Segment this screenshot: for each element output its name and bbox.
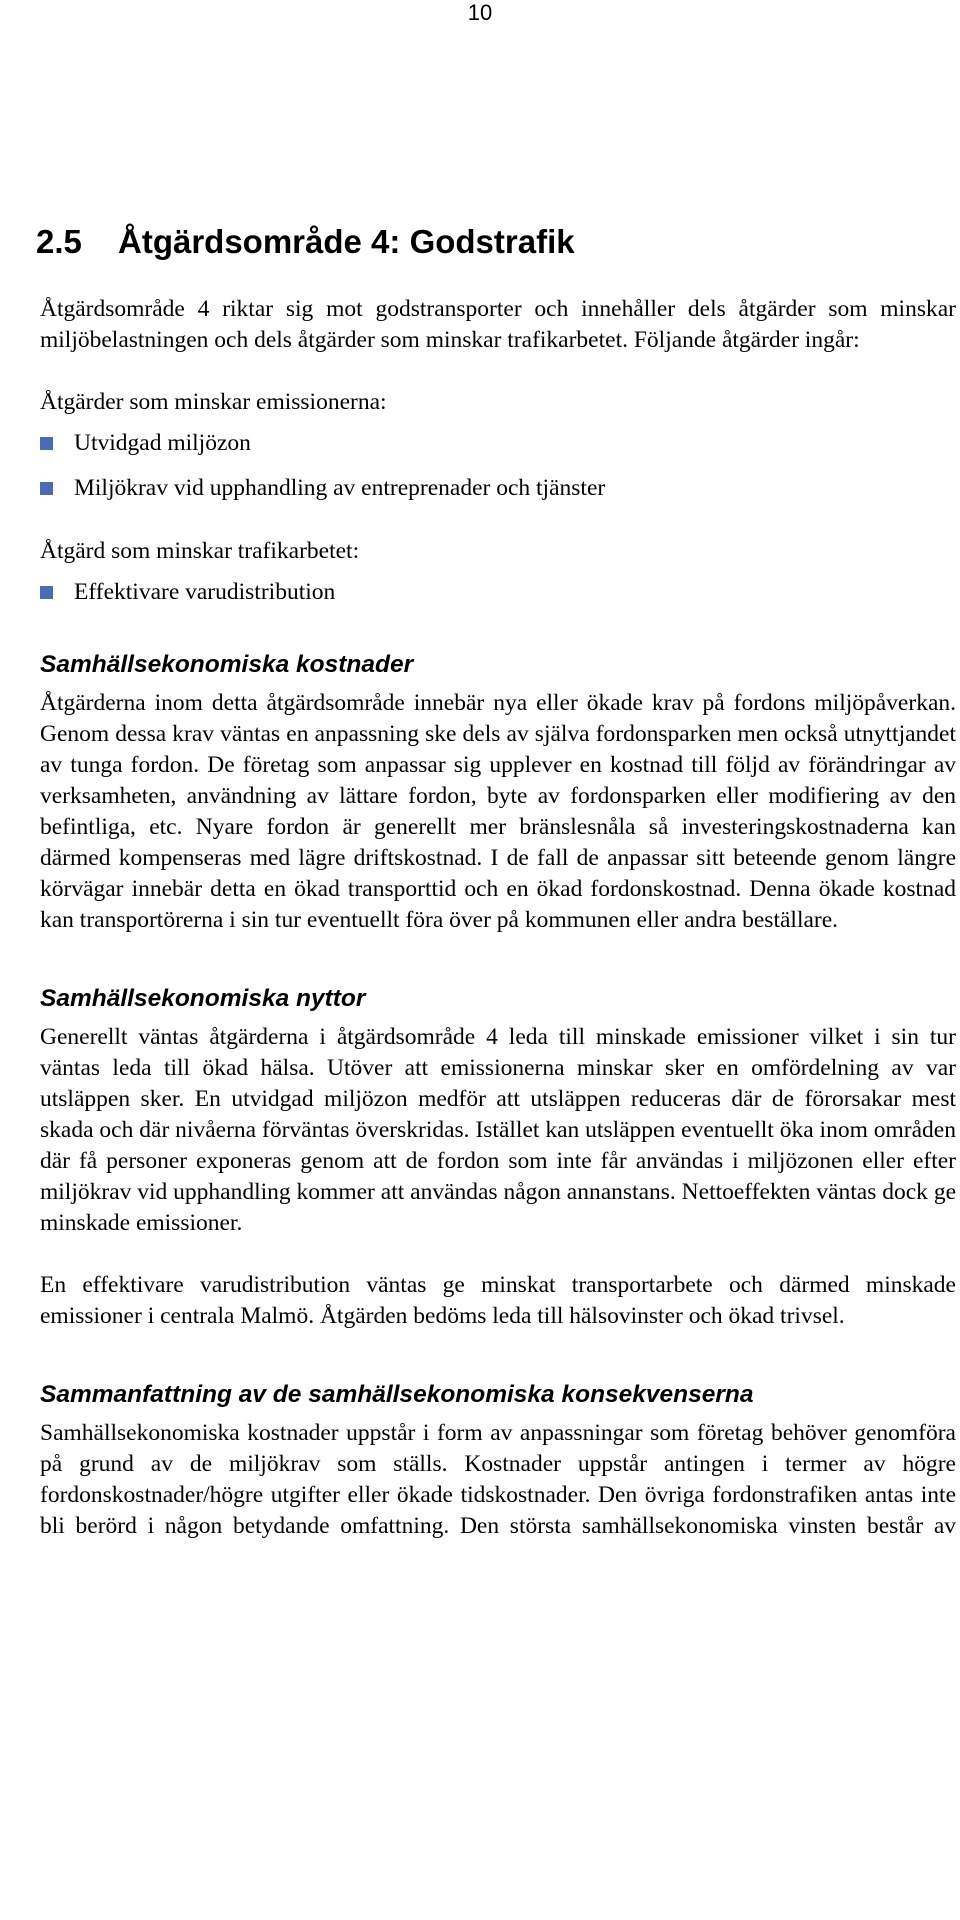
intro-paragraph: Åtgärdsområde 4 riktar sig mot godstransporter och innehåller dels åtgärder som minskar miljöbelastningen och dels åtgärder som minskar trafikarbetet. Följande åtgärder ingår: [40, 296, 956, 353]
benefits-paragraph-1: Generellt väntas åtgärderna i åtgärdsområde 4 leda till minskade emissioner vilket i sin tur väntas leda till ökad hälsa. Utöver att emissionerna minskar sker en omfördelning av var utsläppen sker. En utvidgad miljözon medför att utsläppen reduceras där de förorsakar mest skada och där nivåerna förväntas överskridas. Istället kan utsläppen eventuellt öka inom områden där få personer exponeras genom att de fordon som inte får användas i miljözonen eller efter miljökrav vid upphandling kommer att användas någon annanstans. Nettoeffekten väntas dock ge minskade emissioner. [40, 1024, 956, 1236]
square-bullet-icon [40, 482, 53, 495]
list-item [40, 428, 956, 459]
benefits-paragraph-2: En effektivare varudistribution väntas ge minskat transportarbete och därmed minskade emissioner i centrala Malmö. Åtgärden bedöms leda till hälsovinster och ökad trivsel. [40, 1272, 956, 1329]
list-item [40, 473, 956, 504]
list-item-text: Effektivare varudistribution [74, 579, 336, 605]
summary-heading: Sammanfattning av de samhällsekonomiska konsekvenserna [40, 1381, 754, 1408]
section-title-text: Åtgärdsområde 4: Godstrafik [118, 223, 575, 260]
list-item-text: Utvidgad miljözon [74, 430, 251, 456]
list-item-text: Miljökrav vid upphandling av entreprenader och tjänster [74, 475, 606, 501]
square-bullet-icon [40, 437, 53, 450]
benefits-heading: Samhällsekonomiska nyttor [40, 985, 366, 1012]
summary-paragraph: Samhällsekonomiska kostnader uppstår i form av anpassningar som företag behöver genomföra på grund av de miljökrav som ställs. Kostnader uppstår antingen i termer av högre fordonskostnader/högre utgifter eller ökade tidskostnader. Den övriga fordonstrafiken antas inte bli berörd i någon betydande omfattning. Den största samhällsekonomiska vinsten består av [40, 1420, 956, 1539]
section-title [36, 222, 956, 262]
traffic-measures-list [40, 577, 956, 608]
document-body [36, 222, 956, 1542]
list-item [40, 577, 956, 608]
costs-heading: Samhällsekonomiska kostnader [40, 651, 414, 678]
traffic-measures-lead: Åtgärd som minskar trafikarbetet: [40, 538, 360, 564]
square-bullet-icon [40, 586, 53, 599]
page-number: 10 [467, 0, 493, 25]
emissions-measures-lead: Åtgärder som minskar emissionerna: [40, 389, 387, 415]
costs-paragraph: Åtgärderna inom detta åtgärdsområde innebär nya eller ökade krav på fordons miljöpåverkan. Genom dessa krav väntas en anpassning ske dels av själva fordonsparken men också utnyttjandet av tunga fordon. De företag som anpassar sig upplever en kostnad till följd av förändringar av verksamheten, användning av lättare fordon, byte av fordonsparken eller modifiering av den befintliga, etc. Nyare fordon är generellt mer bränslesnåla så investeringskostnaderna kan därmed kompenseras med lägre driftskostnad. I de fall de anpassar sitt beteende genom längre körvägar innebär detta en ökad transporttid och en ökad fordonskostnad. Denna ökade kostnad kan transportörerna i sin tur eventuellt föra över på kommunen eller andra beställare. [40, 690, 956, 933]
section-number: 2.5 [36, 223, 82, 260]
emissions-measures-list [40, 428, 956, 504]
